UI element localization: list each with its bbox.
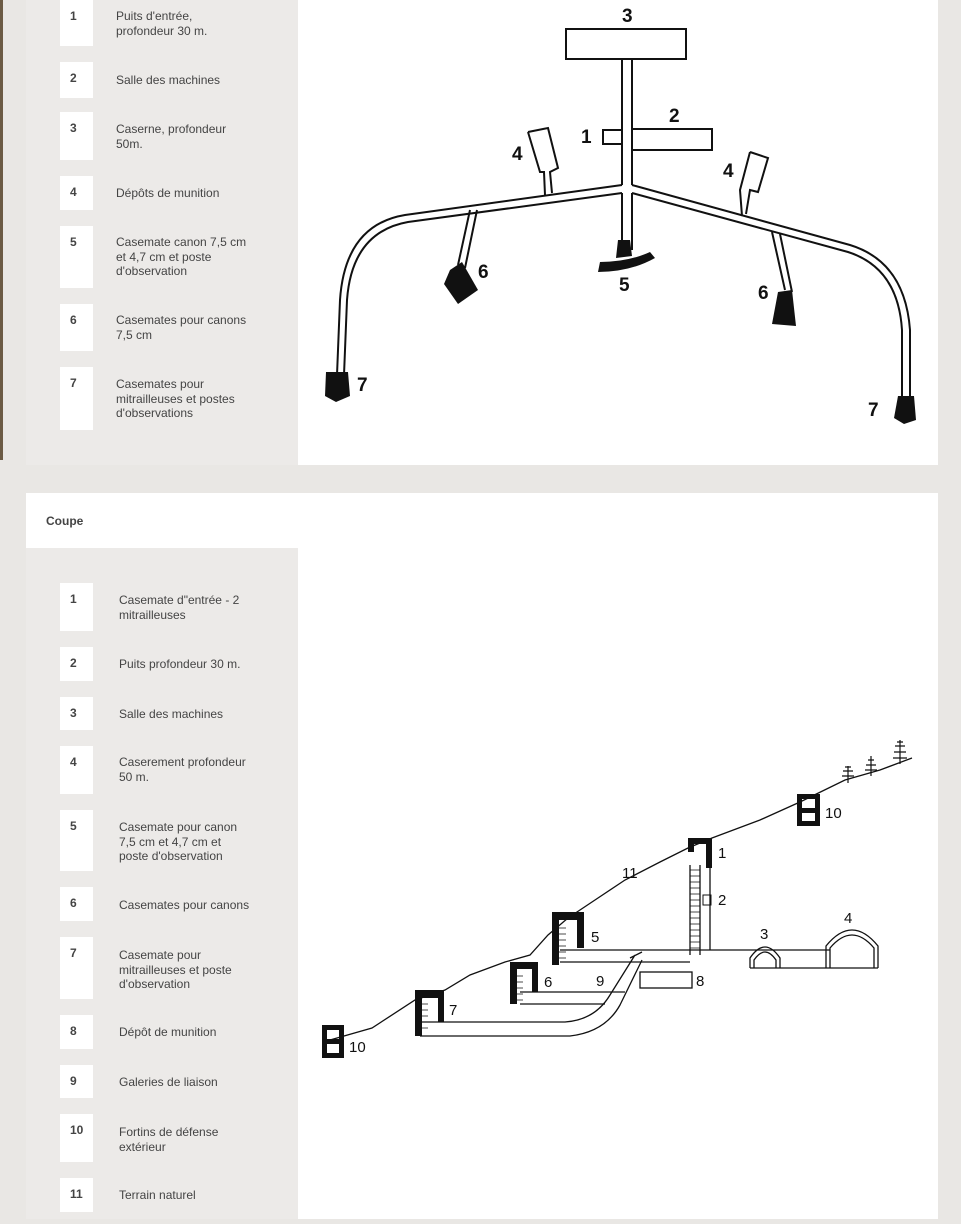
section-casemate-1 xyxy=(688,838,712,868)
plan-main-corridor xyxy=(622,59,632,185)
legend-number: 11 xyxy=(60,1178,93,1212)
section-legend xyxy=(26,548,298,1219)
plan-entrance-shaft xyxy=(603,130,622,144)
section-title: Coupe xyxy=(46,514,84,528)
section-header xyxy=(26,493,938,548)
section-label-10-left: 10 xyxy=(349,1039,366,1056)
section-casemate-7 xyxy=(415,990,444,1036)
section-fortin-10-right xyxy=(797,794,820,826)
section-label-10-right: 10 xyxy=(825,805,842,822)
legend-text: Fortins de défense extérieur xyxy=(119,1125,219,1154)
section-casemate-5 xyxy=(552,912,584,965)
plan-spur-6-left xyxy=(458,210,477,268)
plan-casemate-7-left xyxy=(325,372,350,402)
legend-number: 9 xyxy=(60,1065,93,1098)
section-label-8: 8 xyxy=(696,973,705,990)
section-fortin-10-left xyxy=(322,1025,344,1058)
legend-number: 6 xyxy=(60,887,93,921)
plan-label-7-left: 7 xyxy=(357,375,368,396)
legend-text: Salle des machines xyxy=(119,707,224,721)
section-shaft xyxy=(690,865,710,955)
legend-text: Casemate pour mitrailleuses et poste d'observation xyxy=(119,948,232,991)
section-casemate-6 xyxy=(510,962,538,1004)
legend-number: 3 xyxy=(60,697,93,730)
plan-munition-right xyxy=(740,152,768,216)
plan-right-gallery xyxy=(632,185,910,400)
trees xyxy=(842,740,907,783)
section-shaft-ladder xyxy=(690,870,700,948)
plan-label-1: 1 xyxy=(581,127,592,148)
plan-casemate-7-right xyxy=(894,396,916,424)
section-label-3: 3 xyxy=(760,926,769,943)
plan-munition-left xyxy=(528,128,558,195)
plan-label-4-right: 4 xyxy=(723,161,734,182)
plan-legend xyxy=(26,0,298,465)
plan-label-3: 3 xyxy=(622,6,633,27)
legend-text: Dépôt de munition xyxy=(119,1025,217,1039)
section-label-7: 7 xyxy=(449,1002,458,1019)
legend-number: 2 xyxy=(60,647,93,681)
legend-number: 4 xyxy=(60,176,93,210)
section-munition-depot xyxy=(640,972,692,988)
plan-label-4-left: 4 xyxy=(512,144,523,165)
plan-casemate-6-left xyxy=(444,262,478,304)
legend-text: Casemate d"entrée - 2 mitrailleuses xyxy=(119,593,240,622)
plan-casemate-6-right xyxy=(772,290,796,326)
plan-casemate-5 xyxy=(598,240,655,272)
section-stairs-6 xyxy=(517,976,523,1000)
legend-text: Salle des machines xyxy=(116,73,221,87)
section-label-5: 5 xyxy=(591,929,600,946)
legend-number: 10 xyxy=(60,1114,93,1162)
legend-text: Casemates pour canons 7,5 cm xyxy=(116,313,247,342)
section-stairs-7 xyxy=(422,1004,428,1028)
legend-text: Casemate canon 7,5 cm et 4,7 cm et poste d'observation xyxy=(116,235,247,278)
legend-text: Galeries de liaison xyxy=(119,1075,218,1089)
section-label-9: 9 xyxy=(596,973,605,990)
left-edge-strip xyxy=(0,0,3,460)
legend-number: 8 xyxy=(60,1015,93,1049)
section-diagram xyxy=(298,548,938,1219)
legend-number: 4 xyxy=(60,746,93,794)
plan-diagram-panel xyxy=(298,0,938,465)
plan-machine-room xyxy=(632,129,712,150)
plan-label-2: 2 xyxy=(669,106,680,127)
legend-text: Dépôts de munition xyxy=(116,186,220,200)
legend-number: 5 xyxy=(60,226,93,288)
legend-number: 5 xyxy=(60,810,93,871)
legend-number: 7 xyxy=(60,937,93,999)
plan-spur-6-right xyxy=(772,232,792,292)
plan-label-7-right: 7 xyxy=(868,400,879,421)
legend-number: 6 xyxy=(60,304,93,351)
section-label-11: 11 xyxy=(622,865,638,882)
section-label-6: 6 xyxy=(544,974,553,991)
legend-text: Puits profondeur 30 m. xyxy=(119,657,241,671)
legend-number: 3 xyxy=(60,112,93,160)
section-barracks xyxy=(826,930,878,968)
plan-label-6-right: 6 xyxy=(758,283,769,304)
section-gallery-6 xyxy=(520,992,625,1004)
legend-text: Puits d'entrée, profondeur 30 m. xyxy=(116,9,208,38)
legend-text: Caserement profondeur 50 m. xyxy=(119,755,246,784)
legend-text: Terrain naturel xyxy=(119,1188,196,1202)
legend-text: Casemates pour canons xyxy=(119,898,250,912)
plan-barracks xyxy=(566,29,686,59)
section-stairs-5 xyxy=(559,928,566,958)
legend-number: 1 xyxy=(60,0,93,46)
plan-label-5: 5 xyxy=(619,275,630,296)
legend-number: 7 xyxy=(60,367,93,430)
legend-text: Caserne, profondeur 50m. xyxy=(116,122,227,151)
section-diagram-panel xyxy=(298,548,938,1219)
legend-text: Casemates pour mitrailleuses et postes d'observations xyxy=(116,377,235,420)
section-label-1: 1 xyxy=(718,845,727,862)
section-label-4: 4 xyxy=(844,910,853,927)
legend-text: Casemate pour canon 7,5 cm et 4,7 cm et poste d'observation xyxy=(119,820,238,863)
legend-number: 1 xyxy=(60,583,93,631)
plan-label-6-left: 6 xyxy=(478,262,489,283)
section-label-2: 2 xyxy=(718,892,727,909)
legend-number: 2 xyxy=(60,62,93,98)
plan-diagram xyxy=(298,0,938,465)
